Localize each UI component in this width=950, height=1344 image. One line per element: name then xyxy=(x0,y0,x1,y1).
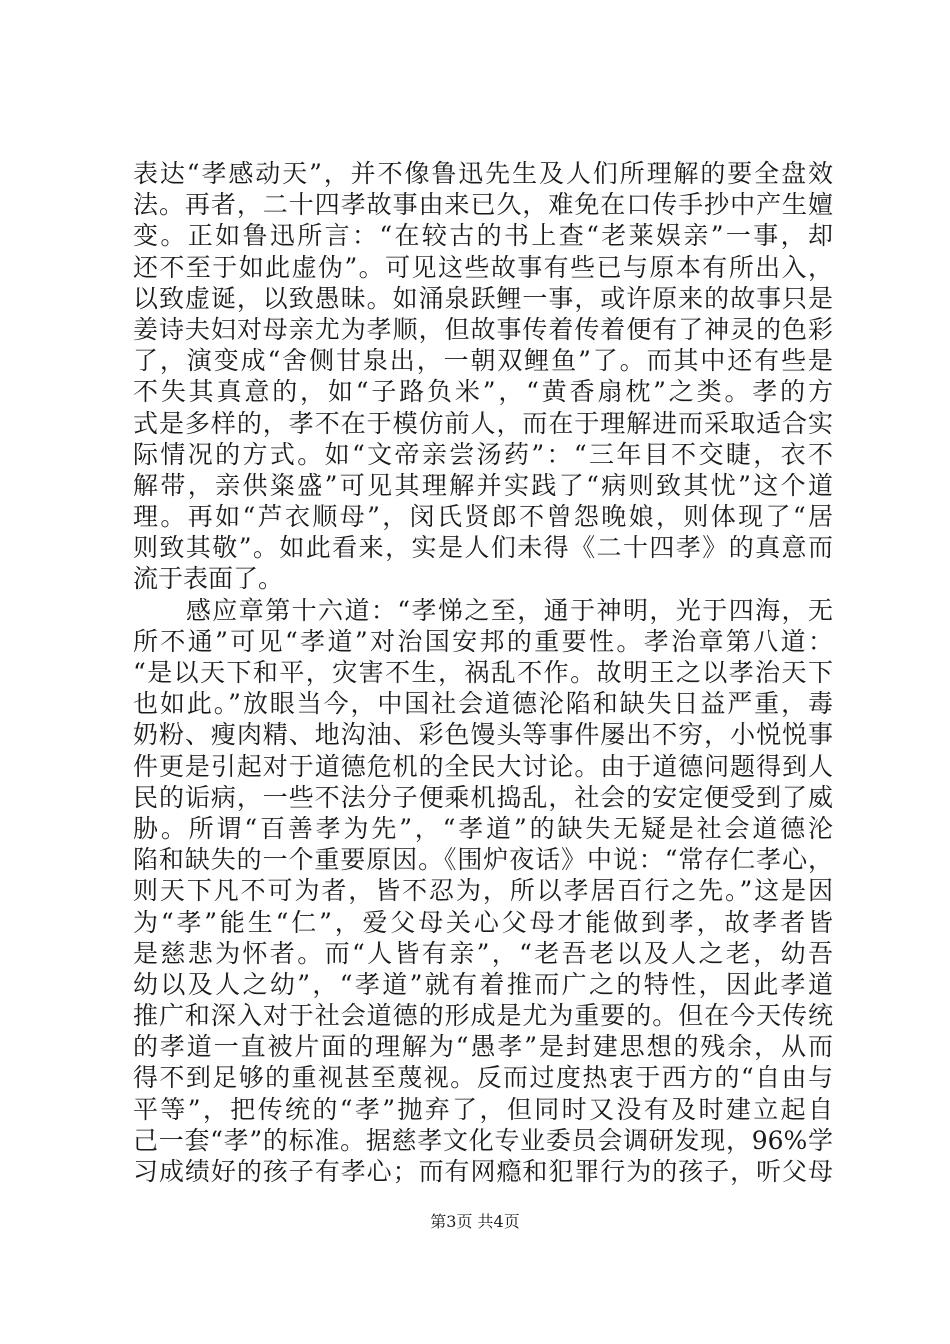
text-line: 变。正如鲁迅所言：“在较古的书上查“老莱娱亲”一事，却 xyxy=(133,221,833,251)
text-line: 推广和深入对于社会道德的形成是尤为重要的。但在今天传统 xyxy=(133,1001,833,1031)
text-line: 解带，亲供粢盛”可见其理解并实践了“病则致其忧”这个道 xyxy=(133,470,833,500)
text-line: 胁。所谓“百善孝为先”，“孝道”的缺失无疑是社会道德沦 xyxy=(133,813,833,843)
text-line: 了，演变成“舍侧甘泉出，一朝双鲤鱼”了。而其中还有些是 xyxy=(133,346,833,376)
text-line: 际情况的方式。如“文帝亲尝汤药”：“三年目不交睫，衣不 xyxy=(133,439,833,469)
text-line: 还不至于如此虚伪”。可见这些故事有些已与原本有所出入， xyxy=(133,252,833,282)
text-line: 奶粉、瘦肉精、地沟油、彩色馒头等事件屡出不穷，小悦悦事 xyxy=(133,720,833,750)
text-line: 也如此。”放眼当今，中国社会道德沦陷和缺失日益严重，毒 xyxy=(133,689,833,719)
text-line: 法。再者，二十四孝故事由来已久，难免在口传手抄中产生嬗 xyxy=(133,190,833,220)
text-line: 则致其敬”。如此看来，实是人们未得《二十四孝》的真意而 xyxy=(133,533,833,563)
text-line: 姜诗夫妇对母亲尤为孝顺，但故事传着传着便有了神灵的色彩 xyxy=(133,314,833,344)
text-line: 不失其真意的，如“子路负米”，“黄香扇枕”之类。孝的方 xyxy=(133,377,833,407)
text-line: 的孝道一直被片面的理解为“愚孝”是封建思想的残余，从而 xyxy=(133,1032,833,1062)
text-line: 以致虚诞，以致愚昧。如涌泉跃鲤一事，或许原来的故事只是 xyxy=(133,283,833,313)
text-line: 为“孝”能生“仁”，爱父母关心父母才能做到孝，故孝者皆 xyxy=(133,907,833,937)
text-line: 所不通”可见“孝道”对治国安邦的重要性。孝治章第八道： xyxy=(133,626,833,656)
text-line: 件更是引起对于道德危机的全民大讨论。由于道德问题得到人 xyxy=(133,751,833,781)
text-line: 习成绩好的孩子有孝心；而有网瘾和犯罪行为的孩子，听父母 xyxy=(133,1157,833,1186)
text-line: 得不到足够的重视甚至蔑视。反而过度热衷于西方的“自由与 xyxy=(133,1063,833,1093)
text-line: 己一套“孝”的标准。据慈孝文化专业委员会调研发现，96%学 xyxy=(133,1125,833,1155)
text-line: 平等”，把传统的“孝”抛弃了，但同时又没有及时建立起自 xyxy=(133,1094,833,1124)
text-line: 民的诟病，一些不法分子便乘机捣乱，社会的安定便受到了威 xyxy=(133,782,833,812)
paragraph-end-line: 流于表面了。 xyxy=(133,564,284,594)
text-line: 式是多样的，孝不在于模仿前人，而在于理解进而采取适合实 xyxy=(133,408,833,438)
text-line: 理。再如“芦衣顺母”，闵氏贤郎不曾怨晚娘，则体现了“居 xyxy=(133,502,833,532)
text-line: 表达“孝感动天”，并不像鲁迅先生及人们所理解的要全盘效 xyxy=(133,159,833,188)
text-line: 陷和缺失的一个重要原因。《围炉夜话》中说：“常存仁孝心， xyxy=(133,845,833,875)
page-number-footer: 第3页 共4页 xyxy=(430,1212,520,1231)
body-text xyxy=(133,158,833,1187)
text-line: “是以天下和平，灾害不生，祸乱不作。故明王之以孝治天下 xyxy=(133,658,833,687)
paragraph-start-line: 感应章第十六道：“孝悌之至，通于神明，光于四海，无 xyxy=(133,595,833,625)
text-line: 则天下凡不可为者，皆不忍为，所以孝居百行之先。”这是因 xyxy=(133,876,833,906)
text-line: 是慈悲为怀者。而“人皆有亲”，“老吾老以及人之老，幼吾 xyxy=(133,938,833,968)
text-line: 幼以及人之幼”，“孝道”就有着推而广之的特性，因此孝道 xyxy=(133,969,833,999)
